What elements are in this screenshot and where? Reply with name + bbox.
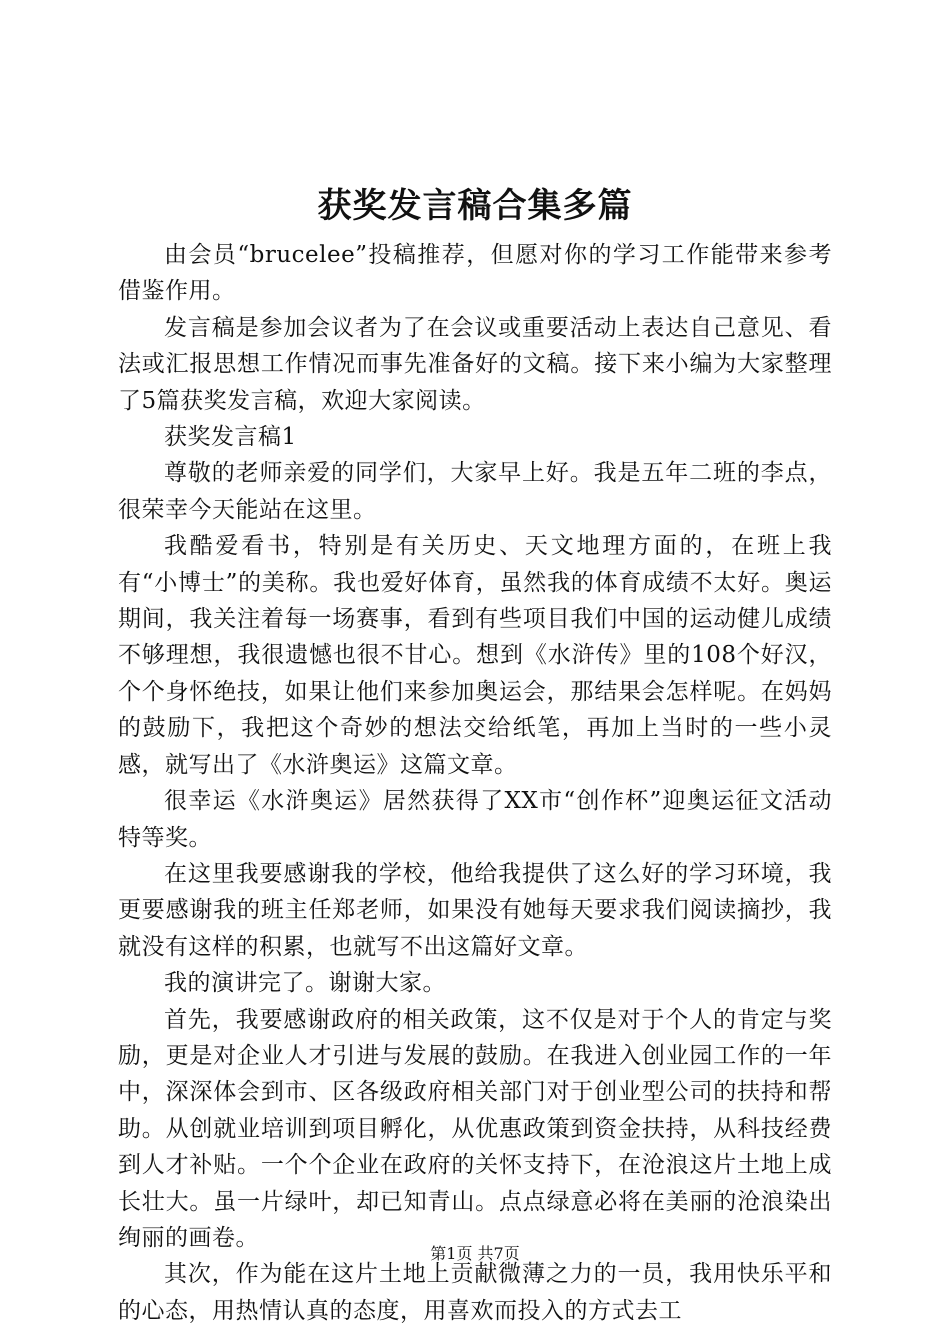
- paragraph-award: 很幸运《水浒奥运》居然获得了XX市“创作杯”迎奥运征文活动特等奖。: [118, 788, 832, 851]
- paragraph-hobbies: 我酷爱看书，特别是有关历史、天文地理方面的，在班上我有“小博士”的美称。我也爱好体育，虽然我的体育成绩不太好。奥运期间，我关注着每一场赛事，看到有些项目我们中国的运动健儿成绩不够理想，我很遗憾也很不甘心。想到《水浒传》里的108个好汉，个个身怀绝技，如果让他们来参加奥运会，那结果会怎样呢。在妈妈的鼓励下，我把这个奇妙的想法交给纸笔，再加上当时的一些小灵感，就写出了《水浒奥运》这篇文章。: [118, 533, 832, 778]
- page-number-footer: 第1页 共7页: [430, 1244, 520, 1263]
- document-body: [118, 237, 832, 1329]
- paragraph-definition: 发言稿是参加会议者为了在会议或重要活动上表达自己意见、看法或汇报思想工作情况而事先准备好的文稿。接下来小编为大家整理了5篇获奖发言稿，欢迎大家阅读。: [118, 314, 832, 414]
- document-title: 获奖发言稿合集多篇: [317, 186, 633, 226]
- paragraph-intro: 由会员“brucelee”投稿推荐，但愿对你的学习工作能带来参考借鉴作用。: [118, 242, 832, 305]
- paragraph-thanks: 在这里我要感谢我的学校，他给我提供了这么好的学习环境，我更要感谢我的班主任郑老师，如果没有她每天要求我们阅读摘抄，我就没有这样的积累，也就写不出这篇好文章。: [118, 860, 832, 960]
- paragraph-contribution: 其次，作为能在这片土地上贡献微薄之力的一员，我用快乐平和的心态，用热情认真的态度，用喜欢而投入的方式去工: [118, 1261, 832, 1324]
- paragraph-closing: 我的演讲完了。谢谢大家。: [164, 970, 446, 997]
- paragraph-government: 首先，我要感谢政府的相关政策，这不仅是对于个人的肯定与奖励，更是对企业人才引进与发展的鼓励。在我进入创业园工作的一年中，深深体会到市、区各级政府相关部门对于创业型公司的扶持和帮助。从创就业培训到项目孵化，从优惠政策到资金扶持，从科技经费到人才补贴。一个个企业在政府的关怀支持下，在沧浪这片土地上成长壮大。虽一片绿叶，却已知青山。点点绿意必将在美丽的沧浪染出绚丽的画卷。: [118, 1006, 832, 1251]
- paragraph-greeting: 尊敬的老师亲爱的同学们，大家早上好。我是五年二班的李点，很荣幸今天能站在这里。: [118, 460, 832, 523]
- section-heading-speech-1: 获奖发言稿1: [164, 424, 297, 451]
